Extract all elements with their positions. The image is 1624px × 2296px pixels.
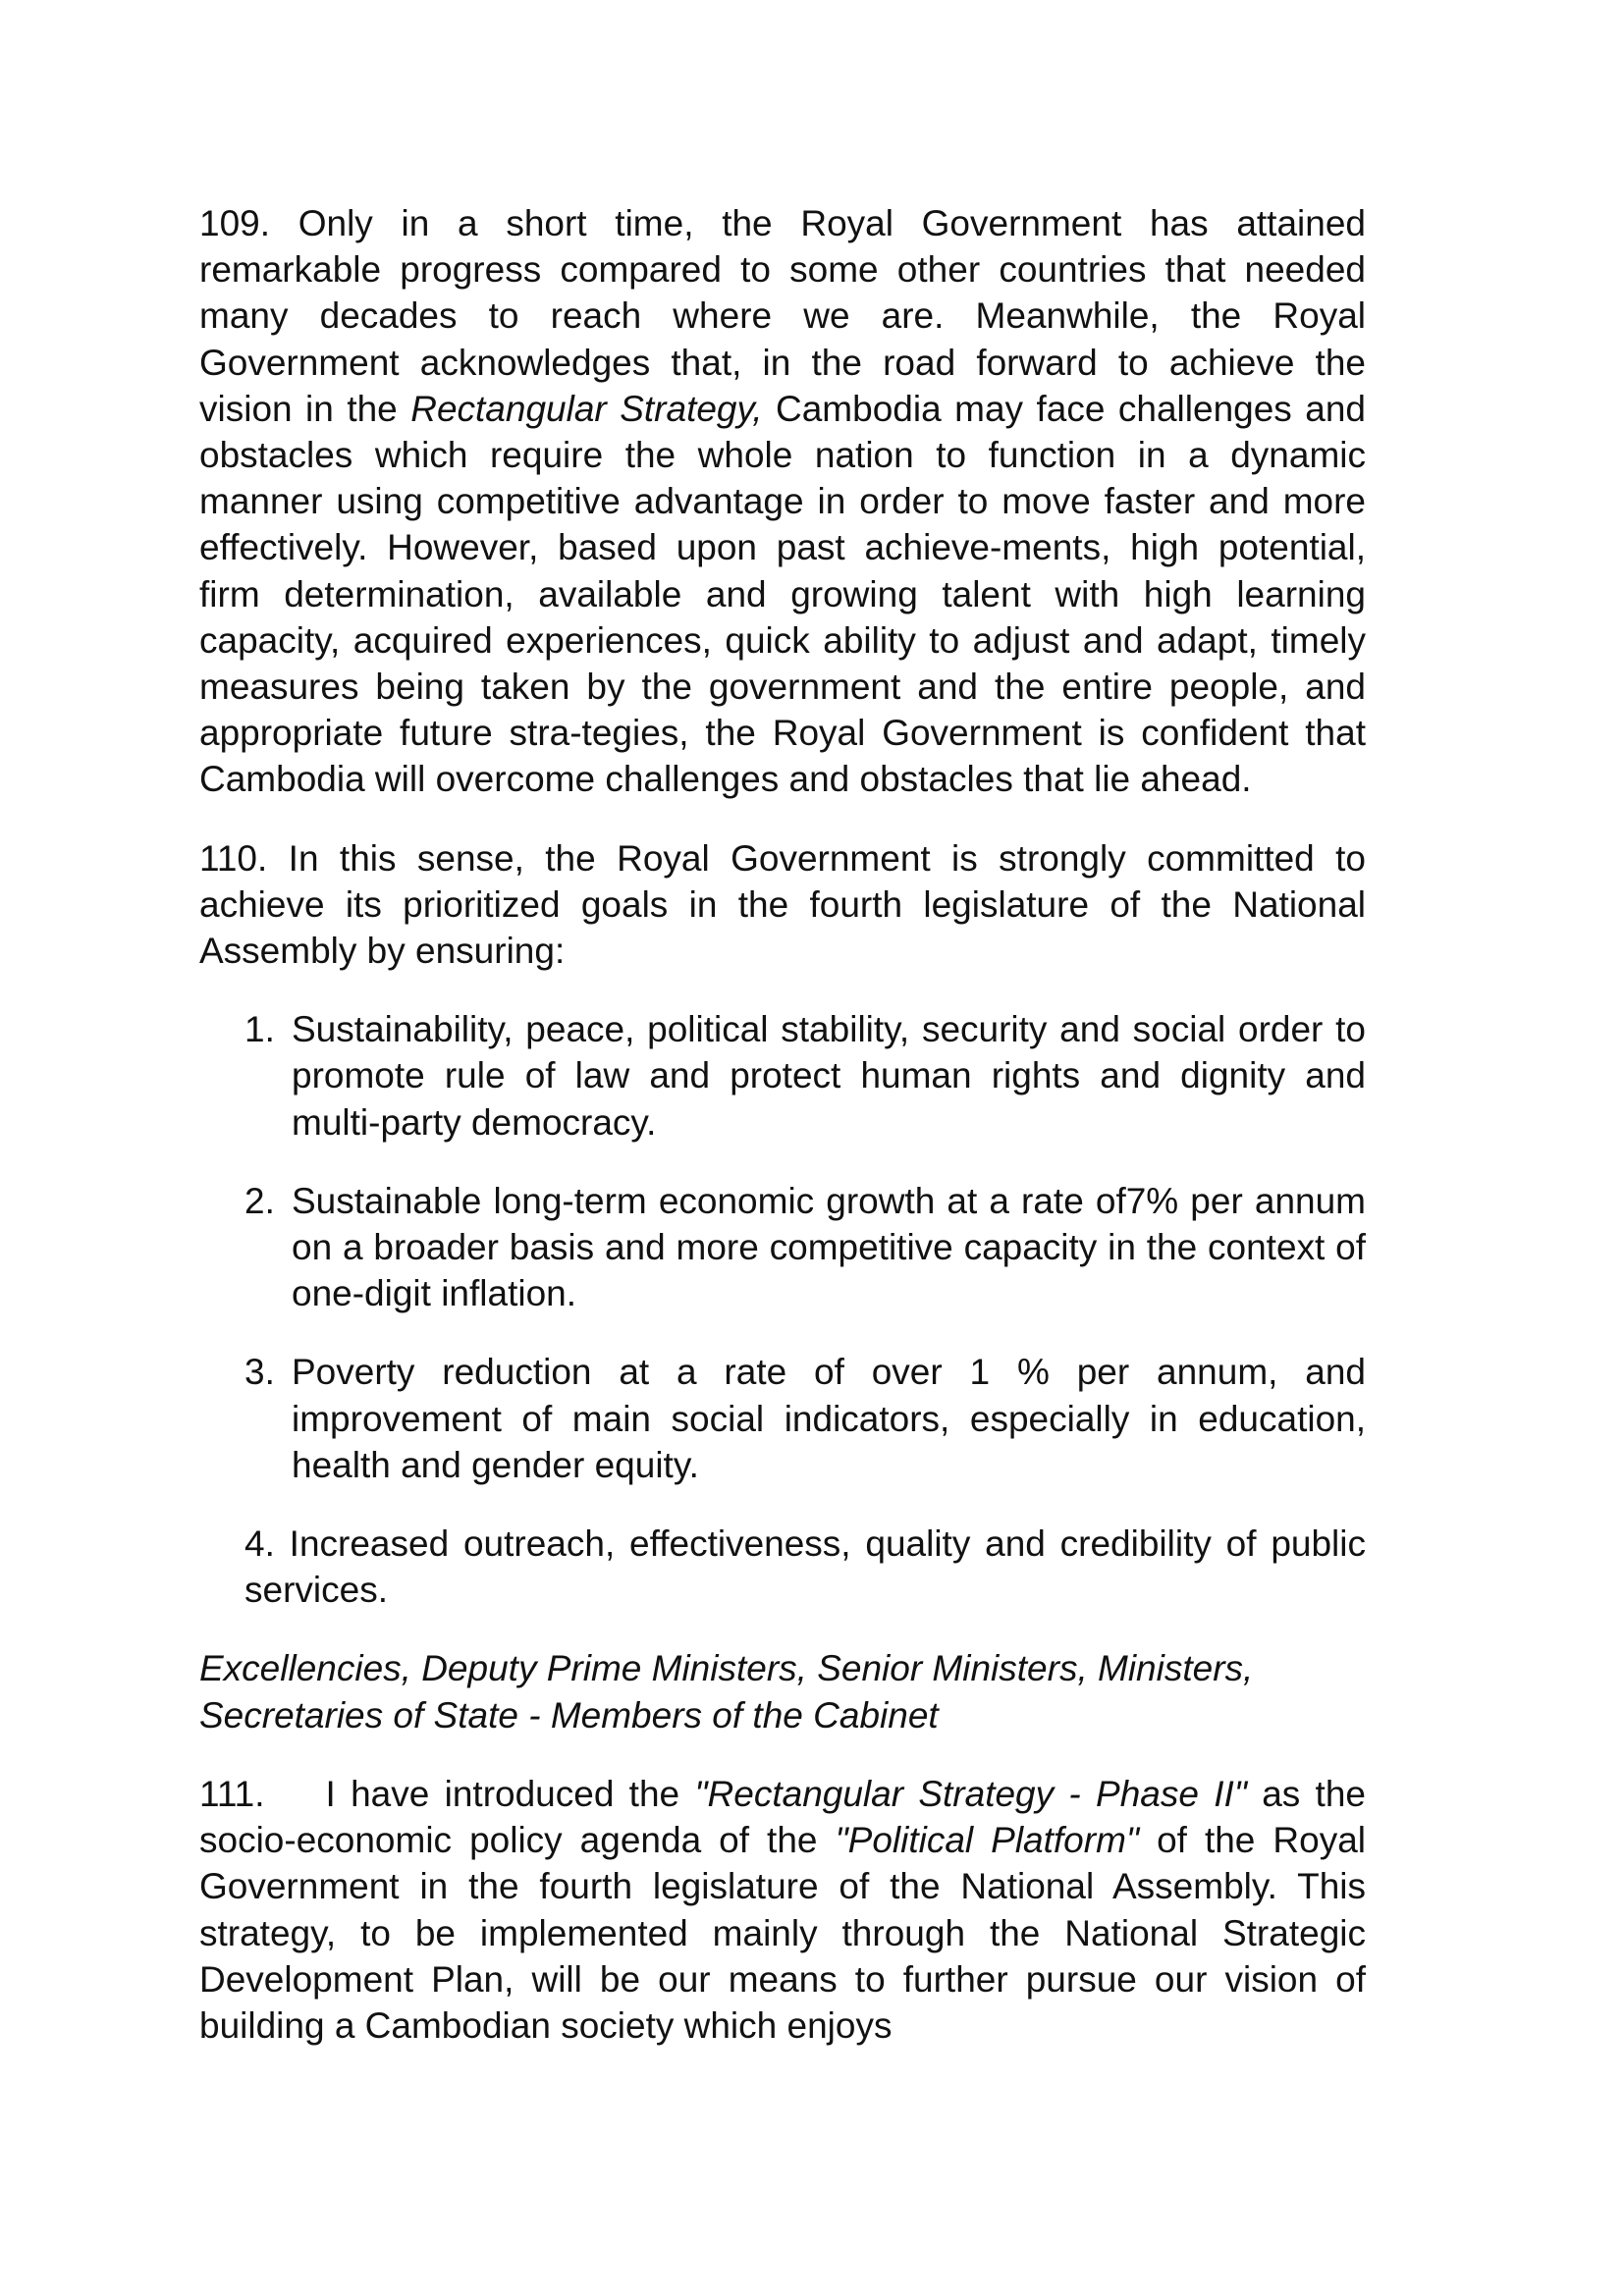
paragraph-number: 111.	[199, 1773, 265, 1814]
paragraph-109	[199, 200, 1366, 803]
paragraph-text: In this sense, the Royal Government is strongly committed to achieve its prioritized goals in the fourth legislature of the National Assembly by ensuring:	[199, 837, 1367, 972]
italic-term: "Political Platform"	[835, 1820, 1140, 1861]
paragraph-text: Cambodia may face challenges and obstacles which require the whole nation to function in a dynamic manner using competitive advantage in order to move faster and more effectively. However, based upon past achieve-ments, high potential, firm determination, available and growing talent with high learning capacity, acquired experiences, quick ability to adjust and adapt, timely measures being taken by the government and the entire people, and appropriate future stra-tegies, the Royal Government is confident that Cambodia will overcome challenges and obstacles that lie ahead.	[199, 388, 1366, 800]
paragraph-number: 110.	[199, 837, 268, 879]
list-item-text: Sustainable long-term economic growth at a rate of7% per annum on a broader basis and more competitive capacity in the context of one-digit inflation.	[292, 1180, 1366, 1314]
goals-list	[199, 1006, 1366, 1613]
document-page	[199, 200, 1366, 2049]
paragraph-110	[199, 835, 1366, 975]
salutation-line: Excellencies, Deputy Prime Ministers, Senior Ministers, Ministers,	[199, 1648, 1254, 1689]
paragraph-111	[199, 1771, 1366, 2049]
list-item-text: Sustainability, peace, political stability, security and social order to promote rule of law and protect human rights and dignity and multi-party democracy.	[292, 1009, 1366, 1143]
list-item-text: Increased outreach, effectiveness, quality and credibility of public services.	[244, 1523, 1367, 1611]
list-item-number: 3.	[244, 1352, 275, 1393]
paragraph-number: 109.	[199, 203, 271, 243]
salutation-line: Secretaries of State - Members of the Cabinet	[199, 1694, 939, 1735]
list-item	[199, 1521, 1366, 1613]
paragraph-text: Only in a short time, the Royal Government has attained remarkable progress compared to some other countries that needed many decades to reach where we are. Meanwhile, the Royal Government acknowledges that, in the road forward to achieve the vision in the	[199, 203, 1366, 429]
salutation	[199, 1645, 1366, 1737]
paragraph-text: as the socio-economic policy agenda of the	[199, 1773, 1366, 1861]
list-item-number: 2.	[244, 1180, 275, 1221]
paragraph-text: I have introduced the	[325, 1773, 695, 1814]
list-item-text: Poverty reduction at a rate of over 1 % per annum, and improvement of main social indicators, especially in education, health and gender equity.	[292, 1352, 1366, 1485]
list-item	[199, 1178, 1366, 1317]
list-item-number: 4.	[244, 1523, 275, 1565]
list-item	[199, 1006, 1366, 1146]
italic-term: "Rectangular Strategy - Phase II"	[694, 1773, 1247, 1814]
list-item-number: 1.	[244, 1009, 275, 1050]
italic-term: Rectangular Strategy,	[410, 388, 763, 429]
list-item	[199, 1349, 1366, 1488]
paragraph-text: of the Royal Government in the fourth legislature of the National Assembly. This strategy, to be implemented mainly through the National Strategic Development Plan, will be our means to further pursue our vision of building a Cambodian society which enjoys	[199, 1820, 1366, 2046]
